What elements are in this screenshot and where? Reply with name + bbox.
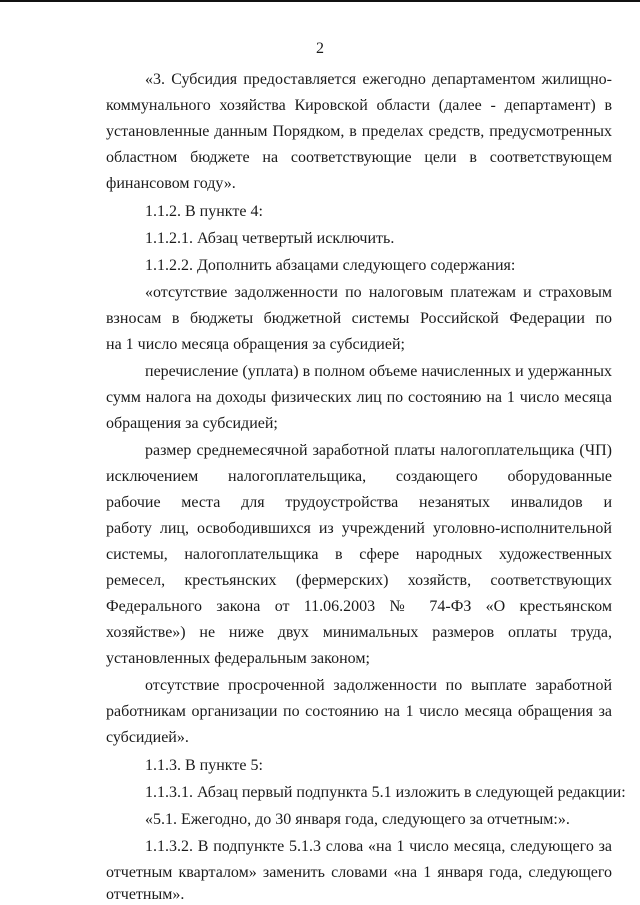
text-line: 1.1.2. В пункте 4: — [145, 203, 263, 220]
text-line: системы, налогоплательщика в сфере народных художественных — [106, 546, 612, 563]
text-line: коммунального хозяйства Кировской области (далее - департамент) в — [106, 97, 612, 114]
text-line: 1.1.3.2. В подпункте 5.1.3 слова «на 1 число месяца, следующего за — [145, 838, 612, 855]
text-line: на 1 число месяца обращения за субсидией; — [106, 336, 405, 353]
text-line: субсидией». — [106, 729, 189, 746]
text-line: рабочие места для трудоустройства незанятых инвалидов и — [106, 494, 612, 511]
text-line: ремесел, крестьянских (фермерских) хозяйств, соответствующих — [106, 572, 612, 589]
text-line: исключением налогоплательщика, создающего оборудованные — [106, 468, 612, 485]
text-line: отчетным». — [106, 886, 185, 903]
text-line: 1.1.2.2. Дополнить абзацами следующего содержания: — [145, 257, 516, 274]
text-line: взносам в бюджеты бюджетной системы Российской Федерации по — [106, 310, 612, 327]
text-line: «3. Субсидия предоставляется ежегодно департаментом жилищно- — [145, 71, 612, 88]
text-line: 1.1.2.1. Абзац четвертый исключить. — [145, 230, 395, 247]
text-line: «отсутствие задолженности по налоговым платежам и страховым — [145, 284, 612, 301]
text-line: обращения за субсидией; — [106, 415, 278, 432]
text-line: установленных федеральным законом; — [106, 650, 370, 667]
text-line: финансовом году». — [106, 175, 236, 192]
text-line: отчетным кварталом» заменить словами «на 1 января года, следующего — [106, 864, 612, 881]
text-line: работникам организации по состоянию на 1 число месяца обращения за — [106, 703, 612, 720]
page-number: 2 — [316, 40, 324, 57]
text-line: сумм налога на доходы физических лиц по состоянию на 1 число месяца — [106, 389, 612, 406]
text-line: 1.1.3. В пункте 5: — [145, 757, 263, 774]
text-line: областном бюджете на соответствующие цели в соответствующем — [106, 149, 612, 166]
text-line: 1.1.3.1. Абзац первый подпункта 5.1 изложить в следующей редакции: — [145, 784, 626, 801]
text-line: перечисление (уплата) в полном объеме начисленных и удержанных — [145, 363, 612, 380]
text-line: работу лиц, освободившихся из учреждений уголовно-исполнительной — [106, 520, 612, 537]
text-line: отсутствие просроченной задолженности по выплате заработной — [145, 677, 612, 694]
text-line: «5.1. Ежегодно, до 30 января года, следующего за отчетным:». — [145, 811, 570, 828]
text-line: размер среднемесячной заработной платы налогоплательщика (ЧП) — [145, 442, 612, 459]
text-line: хозяйстве») не ниже двух минимальных размеров оплаты труда, — [106, 624, 612, 641]
text-line: установленные данным Порядком, в пределах средств, предусмотренных — [106, 123, 612, 140]
text-line: Федерального закона от 11.06.2003 № 74-ФЗ «О крестьянском — [106, 598, 612, 615]
